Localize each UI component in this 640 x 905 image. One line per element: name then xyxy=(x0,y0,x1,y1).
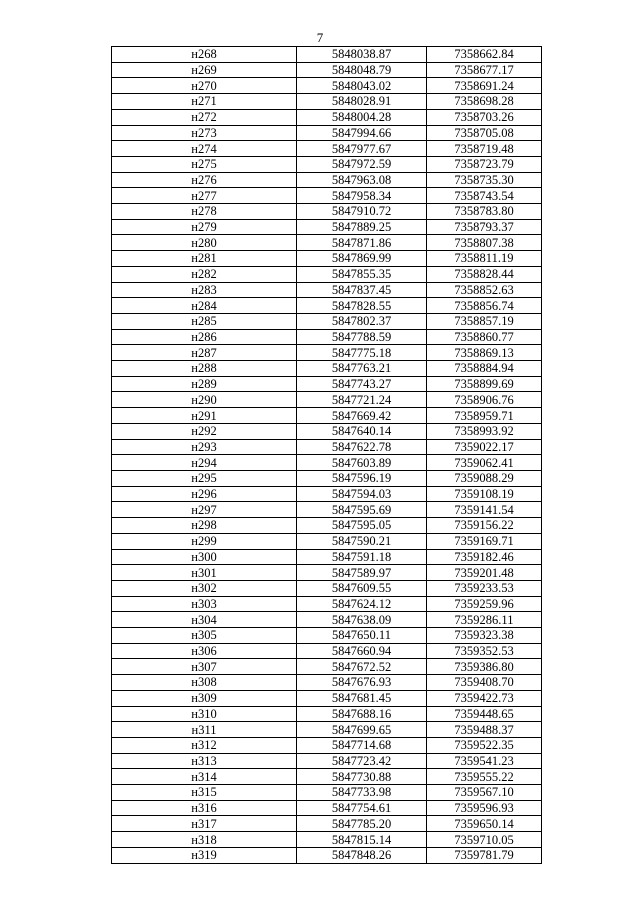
x-coordinate-cell: 5847638.09 xyxy=(297,612,427,628)
table-row xyxy=(112,47,542,63)
point-id-cell: н281 xyxy=(112,251,297,267)
y-coordinate-cell: 7358783.80 xyxy=(427,204,542,220)
x-coordinate-cell: 5847730.88 xyxy=(297,769,427,785)
y-coordinate-cell: 7359259.96 xyxy=(427,596,542,612)
x-coordinate-cell: 5848028.91 xyxy=(297,94,427,110)
point-id-cell: н271 xyxy=(112,94,297,110)
table-row xyxy=(112,439,542,455)
x-coordinate-cell: 5847723.42 xyxy=(297,753,427,769)
table-row xyxy=(112,596,542,612)
table-row xyxy=(112,753,542,769)
point-id-cell: н278 xyxy=(112,204,297,220)
x-coordinate-cell: 5848038.87 xyxy=(297,47,427,63)
y-coordinate-cell: 7359781.79 xyxy=(427,847,542,863)
table-row xyxy=(112,455,542,471)
x-coordinate-cell: 5847676.93 xyxy=(297,675,427,691)
point-id-cell: н299 xyxy=(112,533,297,549)
y-coordinate-cell: 7359169.71 xyxy=(427,533,542,549)
table-row xyxy=(112,141,542,157)
y-coordinate-cell: 7359156.22 xyxy=(427,518,542,534)
table-row xyxy=(112,235,542,251)
table-row xyxy=(112,549,542,565)
x-coordinate-cell: 5847763.21 xyxy=(297,361,427,377)
y-coordinate-cell: 7359022.17 xyxy=(427,439,542,455)
table-row xyxy=(112,580,542,596)
table-row xyxy=(112,282,542,298)
table-row xyxy=(112,847,542,863)
y-coordinate-cell: 7358793.37 xyxy=(427,219,542,235)
table-row xyxy=(112,251,542,267)
x-coordinate-cell: 5847596.19 xyxy=(297,470,427,486)
x-coordinate-cell: 5847650.11 xyxy=(297,628,427,644)
y-coordinate-cell: 7359141.54 xyxy=(427,502,542,518)
x-coordinate-cell: 5847958.34 xyxy=(297,188,427,204)
point-id-cell: н291 xyxy=(112,408,297,424)
x-coordinate-cell: 5848048.79 xyxy=(297,62,427,78)
table-row xyxy=(112,675,542,691)
y-coordinate-cell: 7358735.30 xyxy=(427,172,542,188)
point-id-cell: н290 xyxy=(112,392,297,408)
point-id-cell: н269 xyxy=(112,62,297,78)
point-id-cell: н298 xyxy=(112,518,297,534)
y-coordinate-cell: 7358698.28 xyxy=(427,94,542,110)
y-coordinate-cell: 7358860.77 xyxy=(427,329,542,345)
x-coordinate-cell: 5847754.61 xyxy=(297,800,427,816)
table-row xyxy=(112,533,542,549)
x-coordinate-cell: 5847871.86 xyxy=(297,235,427,251)
point-id-cell: н306 xyxy=(112,643,297,659)
y-coordinate-cell: 7358743.54 xyxy=(427,188,542,204)
point-id-cell: н287 xyxy=(112,345,297,361)
point-id-cell: н293 xyxy=(112,439,297,455)
x-coordinate-cell: 5847785.20 xyxy=(297,816,427,832)
table-row xyxy=(112,408,542,424)
point-id-cell: н268 xyxy=(112,47,297,63)
table-row xyxy=(112,612,542,628)
table-row xyxy=(112,832,542,848)
y-coordinate-cell: 7359567.10 xyxy=(427,785,542,801)
y-coordinate-cell: 7358899.69 xyxy=(427,376,542,392)
x-coordinate-cell: 5847714.68 xyxy=(297,737,427,753)
y-coordinate-cell: 7358703.26 xyxy=(427,109,542,125)
table-row xyxy=(112,125,542,141)
table-row xyxy=(112,486,542,502)
table-row xyxy=(112,628,542,644)
point-id-cell: н272 xyxy=(112,109,297,125)
table-row xyxy=(112,785,542,801)
y-coordinate-cell: 7359352.53 xyxy=(427,643,542,659)
y-coordinate-cell: 7359108.19 xyxy=(427,486,542,502)
x-coordinate-cell: 5847595.69 xyxy=(297,502,427,518)
table-row xyxy=(112,816,542,832)
table-row xyxy=(112,345,542,361)
y-coordinate-cell: 7359555.22 xyxy=(427,769,542,785)
x-coordinate-cell: 5847624.12 xyxy=(297,596,427,612)
point-id-cell: н273 xyxy=(112,125,297,141)
y-coordinate-cell: 7358906.76 xyxy=(427,392,542,408)
x-coordinate-cell: 5847603.89 xyxy=(297,455,427,471)
table-row xyxy=(112,565,542,581)
y-coordinate-cell: 7359408.70 xyxy=(427,675,542,691)
y-coordinate-cell: 7358884.94 xyxy=(427,361,542,377)
x-coordinate-cell: 5847590.21 xyxy=(297,533,427,549)
point-id-cell: н285 xyxy=(112,313,297,329)
table-row xyxy=(112,769,542,785)
table-row xyxy=(112,298,542,314)
x-coordinate-cell: 5847591.18 xyxy=(297,549,427,565)
y-coordinate-cell: 7358691.24 xyxy=(427,78,542,94)
y-coordinate-cell: 7359182.46 xyxy=(427,549,542,565)
y-coordinate-cell: 7358828.44 xyxy=(427,266,542,282)
x-coordinate-cell: 5847775.18 xyxy=(297,345,427,361)
y-coordinate-cell: 7359522.35 xyxy=(427,737,542,753)
point-id-cell: н279 xyxy=(112,219,297,235)
y-coordinate-cell: 7358856.74 xyxy=(427,298,542,314)
x-coordinate-cell: 5847977.67 xyxy=(297,141,427,157)
x-coordinate-cell: 5847743.27 xyxy=(297,376,427,392)
point-id-cell: н289 xyxy=(112,376,297,392)
y-coordinate-cell: 7359323.38 xyxy=(427,628,542,644)
table-row xyxy=(112,188,542,204)
x-coordinate-cell: 5847788.59 xyxy=(297,329,427,345)
y-coordinate-cell: 7358857.19 xyxy=(427,313,542,329)
table-row xyxy=(112,423,542,439)
point-id-cell: н308 xyxy=(112,675,297,691)
point-id-cell: н295 xyxy=(112,470,297,486)
y-coordinate-cell: 7358811.19 xyxy=(427,251,542,267)
point-id-cell: н276 xyxy=(112,172,297,188)
x-coordinate-cell: 5847733.98 xyxy=(297,785,427,801)
point-id-cell: н310 xyxy=(112,706,297,722)
point-id-cell: н307 xyxy=(112,659,297,675)
y-coordinate-cell: 7358662.84 xyxy=(427,47,542,63)
table-row xyxy=(112,722,542,738)
y-coordinate-cell: 7358705.08 xyxy=(427,125,542,141)
y-coordinate-cell: 7359710.05 xyxy=(427,832,542,848)
x-coordinate-cell: 5847622.78 xyxy=(297,439,427,455)
table-row xyxy=(112,376,542,392)
y-coordinate-cell: 7359062.41 xyxy=(427,455,542,471)
point-id-cell: н270 xyxy=(112,78,297,94)
point-id-cell: н305 xyxy=(112,628,297,644)
point-id-cell: н315 xyxy=(112,785,297,801)
y-coordinate-cell: 7358869.13 xyxy=(427,345,542,361)
table-row xyxy=(112,172,542,188)
x-coordinate-cell: 5847640.14 xyxy=(297,423,427,439)
y-coordinate-cell: 7359596.93 xyxy=(427,800,542,816)
x-coordinate-cell: 5847994.66 xyxy=(297,125,427,141)
x-coordinate-cell: 5847889.25 xyxy=(297,219,427,235)
x-coordinate-cell: 5847848.26 xyxy=(297,847,427,863)
point-id-cell: н313 xyxy=(112,753,297,769)
x-coordinate-cell: 5847802.37 xyxy=(297,313,427,329)
y-coordinate-cell: 7359448.65 xyxy=(427,706,542,722)
point-id-cell: н303 xyxy=(112,596,297,612)
x-coordinate-cell: 5847672.52 xyxy=(297,659,427,675)
y-coordinate-cell: 7359088.29 xyxy=(427,470,542,486)
table-row xyxy=(112,219,542,235)
point-id-cell: н283 xyxy=(112,282,297,298)
point-id-cell: н301 xyxy=(112,565,297,581)
x-coordinate-cell: 5847815.14 xyxy=(297,832,427,848)
table-row xyxy=(112,518,542,534)
table-row xyxy=(112,329,542,345)
point-id-cell: н286 xyxy=(112,329,297,345)
coordinates-table-body xyxy=(112,47,542,864)
y-coordinate-cell: 7359650.14 xyxy=(427,816,542,832)
y-coordinate-cell: 7358959.71 xyxy=(427,408,542,424)
table-row xyxy=(112,392,542,408)
y-coordinate-cell: 7359233.53 xyxy=(427,580,542,596)
table-row xyxy=(112,204,542,220)
point-id-cell: н319 xyxy=(112,847,297,863)
y-coordinate-cell: 7359488.37 xyxy=(427,722,542,738)
point-id-cell: н309 xyxy=(112,690,297,706)
coordinates-table xyxy=(111,46,542,864)
y-coordinate-cell: 7359286.11 xyxy=(427,612,542,628)
point-id-cell: н316 xyxy=(112,800,297,816)
x-coordinate-cell: 5847837.45 xyxy=(297,282,427,298)
y-coordinate-cell: 7358993.92 xyxy=(427,423,542,439)
x-coordinate-cell: 5847963.08 xyxy=(297,172,427,188)
point-id-cell: н317 xyxy=(112,816,297,832)
point-id-cell: н280 xyxy=(112,235,297,251)
point-id-cell: н296 xyxy=(112,486,297,502)
x-coordinate-cell: 5847699.65 xyxy=(297,722,427,738)
point-id-cell: н282 xyxy=(112,266,297,282)
table-row xyxy=(112,109,542,125)
point-id-cell: н275 xyxy=(112,156,297,172)
y-coordinate-cell: 7359201.48 xyxy=(427,565,542,581)
table-row xyxy=(112,94,542,110)
x-coordinate-cell: 5847721.24 xyxy=(297,392,427,408)
point-id-cell: н314 xyxy=(112,769,297,785)
table-row xyxy=(112,313,542,329)
x-coordinate-cell: 5847595.05 xyxy=(297,518,427,534)
table-row xyxy=(112,643,542,659)
x-coordinate-cell: 5847589.97 xyxy=(297,565,427,581)
point-id-cell: н312 xyxy=(112,737,297,753)
point-id-cell: н274 xyxy=(112,141,297,157)
table-row xyxy=(112,62,542,78)
table-row xyxy=(112,470,542,486)
y-coordinate-cell: 7359386.80 xyxy=(427,659,542,675)
point-id-cell: н300 xyxy=(112,549,297,565)
point-id-cell: н292 xyxy=(112,423,297,439)
y-coordinate-cell: 7359541.23 xyxy=(427,753,542,769)
x-coordinate-cell: 5847828.55 xyxy=(297,298,427,314)
point-id-cell: н294 xyxy=(112,455,297,471)
table-row xyxy=(112,156,542,172)
table-row xyxy=(112,659,542,675)
point-id-cell: н302 xyxy=(112,580,297,596)
y-coordinate-cell: 7358719.48 xyxy=(427,141,542,157)
table-row xyxy=(112,690,542,706)
x-coordinate-cell: 5847869.99 xyxy=(297,251,427,267)
x-coordinate-cell: 5847688.16 xyxy=(297,706,427,722)
x-coordinate-cell: 5847609.55 xyxy=(297,580,427,596)
y-coordinate-cell: 7358723.79 xyxy=(427,156,542,172)
point-id-cell: н297 xyxy=(112,502,297,518)
y-coordinate-cell: 7358852.63 xyxy=(427,282,542,298)
table-row xyxy=(112,706,542,722)
x-coordinate-cell: 5847594.03 xyxy=(297,486,427,502)
table-row xyxy=(112,361,542,377)
x-coordinate-cell: 5847855.35 xyxy=(297,266,427,282)
table-row xyxy=(112,78,542,94)
table-row xyxy=(112,800,542,816)
y-coordinate-cell: 7358807.38 xyxy=(427,235,542,251)
y-coordinate-cell: 7358677.17 xyxy=(427,62,542,78)
x-coordinate-cell: 5847669.42 xyxy=(297,408,427,424)
point-id-cell: н277 xyxy=(112,188,297,204)
x-coordinate-cell: 5847910.72 xyxy=(297,204,427,220)
point-id-cell: н288 xyxy=(112,361,297,377)
point-id-cell: н284 xyxy=(112,298,297,314)
x-coordinate-cell: 5847972.59 xyxy=(297,156,427,172)
x-coordinate-cell: 5847681.45 xyxy=(297,690,427,706)
point-id-cell: н318 xyxy=(112,832,297,848)
table-row xyxy=(112,266,542,282)
x-coordinate-cell: 5848043.02 xyxy=(297,78,427,94)
point-id-cell: н311 xyxy=(112,722,297,738)
x-coordinate-cell: 5847660.94 xyxy=(297,643,427,659)
table-row xyxy=(112,737,542,753)
table-row xyxy=(112,502,542,518)
y-coordinate-cell: 7359422.73 xyxy=(427,690,542,706)
point-id-cell: н304 xyxy=(112,612,297,628)
page-number: 7 xyxy=(316,30,324,45)
x-coordinate-cell: 5848004.28 xyxy=(297,109,427,125)
